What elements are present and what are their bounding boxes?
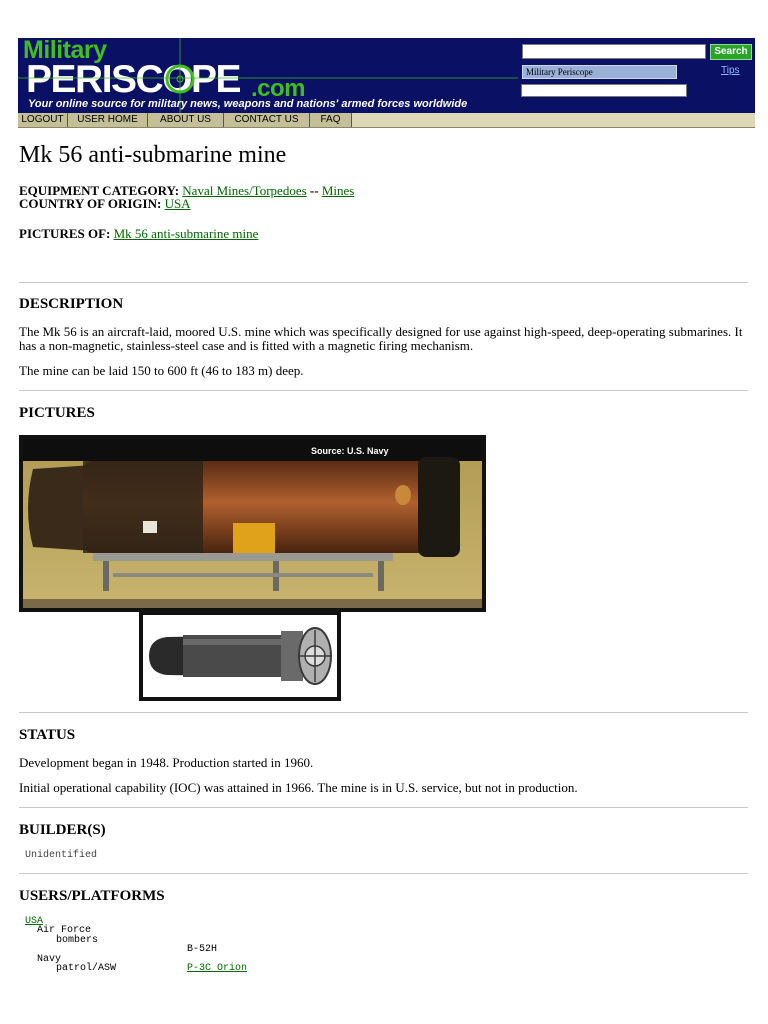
divider [19,712,748,713]
photo-source-caption: Source: U.S. Navy [311,446,389,456]
mine-photo-small-image [143,615,337,697]
users-branch-navy: Navy [37,954,62,965]
page-title: Mk 56 anti-submarine mine [19,142,287,168]
description-heading: DESCRIPTION [19,296,124,312]
description-paragraph-2: The mine can be laid 150 to 600 ft (46 to 183 m) deep. [19,363,304,378]
category-label: EQUIPMENT CATEGORY: [19,183,180,198]
site-tagline: Your online source for military news, weapons and nations' armed forces worldwide [28,98,468,110]
mine-photo-small[interactable] [139,611,341,701]
country-of-origin-line [19,197,191,211]
search-button[interactable]: Search [710,44,752,60]
pictures-of-link[interactable]: Mk 56 anti-submarine mine [113,226,259,241]
divider [19,390,748,391]
mine-photo-large[interactable] [19,435,486,612]
users-heading: USERS/PLATFORMS [19,888,165,904]
category-separator: -- [309,183,319,198]
divider [19,873,748,874]
divider [19,807,748,808]
nav-user-home[interactable]: USER HOME [68,113,148,127]
logo-military-text[interactable]: Military [23,38,107,64]
main-nav [18,113,755,128]
users-platform-b52h: B-52H [187,944,218,955]
divider [19,282,748,283]
country-link-usa[interactable]: USA [164,196,191,211]
nav-logout[interactable]: LOGOUT [18,113,68,127]
nav-faq[interactable]: FAQ [310,113,352,127]
category-link-naval-mines[interactable]: Naval Mines/Torpedoes [182,183,307,198]
site-banner [18,38,755,113]
builders-value: Unidentified [25,850,98,861]
users-role-bombers: bombers [56,935,99,946]
status-paragraph-1: Development began in 1948. Production started in 1960. [19,755,314,770]
country-label: COUNTRY OF ORIGIN: [19,196,162,211]
category-link-mines[interactable]: Mines [321,183,355,198]
tips-link[interactable]: Tips [721,65,740,76]
logo-periscope-text[interactable]: PERISCOPE [26,58,241,101]
users-branch-air-force: Air Force [37,925,92,936]
status-paragraph-2: Initial operational capability (IOC) was attained in 1966. The mine is in U.S. service, but not in production. [19,780,578,795]
nav-filler [352,113,755,127]
pictures-of-line [19,227,258,241]
users-platform-p3c-link[interactable]: P-3C Orion [187,963,248,974]
secondary-search-field[interactable] [521,84,687,97]
nav-contact-us[interactable]: CONTACT US [224,113,310,127]
search-input[interactable] [522,44,706,59]
nav-about-us[interactable]: ABOUT US [148,113,224,127]
description-paragraph-1: The Mk 56 is an aircraft-laid, moored U.S. mine which was specifically designed for use against high-speed, deep-operating submarines. It has a non-magnetic, stainless-steel case and is fitted with a magnetic firing mechanism. [19,324,743,353]
logo-com-text[interactable]: .com [251,75,306,102]
pictures-of-label: PICTURES OF: [19,226,111,241]
users-role-patrol-asw: patrol/ASW [56,963,117,974]
mine-photo-large-image [23,439,482,608]
pictures-heading: PICTURES [19,405,95,421]
site-select-dropdown[interactable]: Military Periscope [522,65,677,79]
builders-heading: BUILDER(S) [19,822,106,838]
status-heading: STATUS [19,727,76,743]
users-country-link[interactable]: USA [25,916,44,927]
